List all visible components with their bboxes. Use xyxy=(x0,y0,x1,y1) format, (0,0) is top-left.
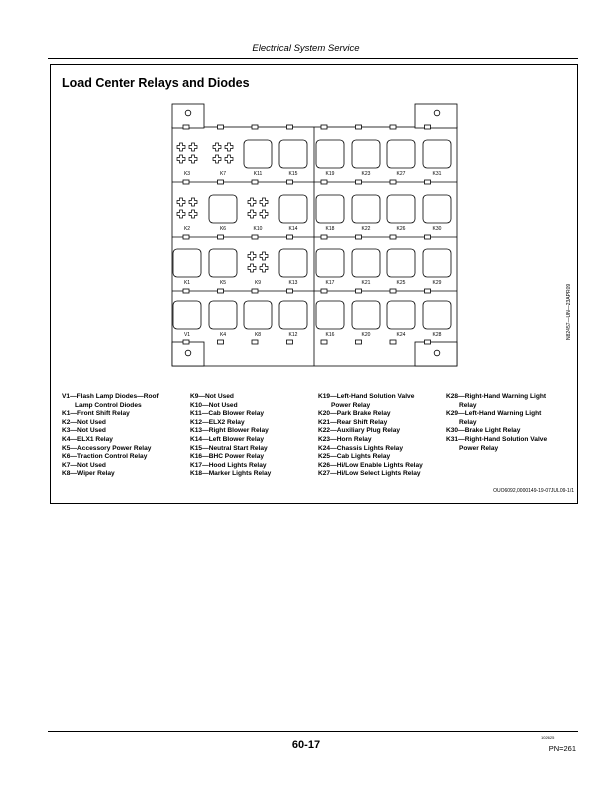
legend-item-continued: Power Relay xyxy=(459,444,499,452)
relay-socket xyxy=(352,195,380,223)
right-bottom-tab xyxy=(415,342,457,366)
latch-mark xyxy=(356,235,362,239)
slot-label: K28 xyxy=(432,332,442,338)
latch-mark xyxy=(218,180,224,184)
slot-label: K8 xyxy=(254,332,262,338)
slot-label: K24 xyxy=(396,332,406,338)
part-number: PN=261 xyxy=(548,744,576,753)
relay-socket xyxy=(279,195,307,223)
legend-item-continued: Power Relay xyxy=(331,401,371,409)
latch-mark xyxy=(390,289,396,293)
relay-slot-k5 xyxy=(209,249,237,286)
legend-item: K8—Wiper Relay xyxy=(62,470,115,478)
slot-label: K26 xyxy=(396,226,406,232)
legend-item: K4—ELX1 Relay xyxy=(62,435,113,443)
relay-slot-k8 xyxy=(244,301,272,338)
legend-item: K20—Park Brake Relay xyxy=(318,410,391,418)
reference-code: OUO6092,0000149-19-07JUL09-1/1 xyxy=(493,488,574,494)
diode-cross xyxy=(177,198,185,206)
relay-slot-k2 xyxy=(177,198,197,232)
relay-slot-k21 xyxy=(352,249,380,286)
relay-slot-k22 xyxy=(352,195,380,232)
relay-socket xyxy=(173,249,201,277)
relay-slot-k9 xyxy=(248,252,268,286)
latch-mark xyxy=(218,340,224,344)
latch-mark xyxy=(183,125,189,129)
latch-mark xyxy=(287,340,293,344)
diode-cross xyxy=(177,143,185,151)
legend-item: K16—BHC Power Relay xyxy=(190,453,265,461)
relay-slot-k24 xyxy=(387,301,415,338)
relay-slot-k18 xyxy=(316,195,344,232)
latch-mark xyxy=(390,235,396,239)
relay-socket xyxy=(423,140,451,168)
relay-slot-k27 xyxy=(387,140,415,177)
latch-mark xyxy=(321,289,327,293)
slot-label: V1 xyxy=(183,332,191,338)
legend-item: K1—Front Shift Relay xyxy=(62,410,130,418)
legend-item: K7—Not Used xyxy=(62,461,106,469)
diode-cross xyxy=(189,143,197,151)
diode-cross xyxy=(260,252,268,260)
relay-socket xyxy=(316,301,344,329)
relay-slot-k15 xyxy=(279,140,307,177)
slot-label: K7 xyxy=(219,171,227,177)
diode-cross xyxy=(213,155,221,163)
legend-item-continued: Relay xyxy=(459,418,477,426)
slot-label: K21 xyxy=(361,280,371,286)
latch-mark xyxy=(252,180,258,184)
latch-mark xyxy=(390,125,396,129)
slot-label: K20 xyxy=(361,332,371,338)
relay-slot-k12 xyxy=(279,301,307,338)
slot-label: K18 xyxy=(325,226,335,232)
latch-mark xyxy=(183,235,189,239)
slot-label: K23 xyxy=(361,171,371,177)
diode-icon xyxy=(248,252,268,272)
slot-label: K11 xyxy=(253,171,263,177)
slot-label: K1 xyxy=(183,280,191,286)
footer-rule xyxy=(48,731,578,732)
latch-mark xyxy=(356,180,362,184)
legend-item: K28—Right-Hand Warning Light xyxy=(446,393,547,400)
legend-item: K14—Left Blower Relay xyxy=(190,435,265,443)
legend-item: K31—Right-Hand Solution Valve xyxy=(446,435,548,443)
slot-label: K25 xyxy=(396,280,406,286)
legend-item: K6—Traction Control Relay xyxy=(62,453,148,461)
legend-item: K12—ELX2 Relay xyxy=(190,418,245,426)
relay-socket xyxy=(387,195,415,223)
relay-socket xyxy=(352,249,380,277)
slot-label: K17 xyxy=(325,280,335,286)
running-header: Electrical System Service xyxy=(252,43,360,54)
relay-slot-k31 xyxy=(423,140,451,177)
relay-socket xyxy=(244,140,272,168)
legend-item-continued: Lamp Control Diodes xyxy=(75,401,142,409)
legend-item: K19—Left-Hand Solution Valve xyxy=(318,393,415,400)
slot-label: K4 xyxy=(219,332,227,338)
relay-slot-k11 xyxy=(244,140,272,177)
relay-socket xyxy=(244,301,272,329)
legend-item: K9—Not Used xyxy=(190,393,234,400)
legend-item: K15—Neutral Start Relay xyxy=(190,444,268,452)
diode-cross xyxy=(177,155,185,163)
figure-id: N82457—UN—23APR09 xyxy=(566,283,572,340)
slot-label: K10 xyxy=(253,226,263,232)
latch-mark xyxy=(390,340,396,344)
legend-item: K30—Brake Light Relay xyxy=(446,427,521,435)
latch-mark xyxy=(218,235,224,239)
latch-mark xyxy=(287,180,293,184)
latch-mark xyxy=(425,180,431,184)
relay-slot-v1 xyxy=(173,301,201,338)
relay-slot-k29 xyxy=(423,249,451,286)
relay-socket xyxy=(387,301,415,329)
relay-socket xyxy=(352,140,380,168)
legend-item: K3—Not Used xyxy=(62,427,106,435)
relay-slot-k6 xyxy=(209,195,237,232)
latch-mark xyxy=(356,289,362,293)
latch-mark xyxy=(425,340,431,344)
relay-slot-k7 xyxy=(213,143,233,177)
slot-label: K9 xyxy=(254,280,262,286)
latch-mark xyxy=(287,125,293,129)
legend-item: K27—Hi/Low Select Lights Relay xyxy=(318,470,421,478)
page-number: 60-17 xyxy=(291,739,321,751)
diode-cross xyxy=(248,210,256,218)
relay-socket xyxy=(423,301,451,329)
relay-slot-k23 xyxy=(352,140,380,177)
diode-cross xyxy=(260,264,268,272)
latch-mark xyxy=(321,235,327,239)
slot-label: K15 xyxy=(288,171,298,177)
latch-mark xyxy=(356,340,362,344)
legend-item: K11—Cab Blower Relay xyxy=(190,410,265,418)
diode-cross xyxy=(189,155,197,163)
latch-mark xyxy=(218,289,224,293)
legend-column-4 xyxy=(446,393,547,453)
latch-mark xyxy=(252,289,258,293)
slot-label: K29 xyxy=(432,280,442,286)
latch-mark xyxy=(425,235,431,239)
relay-socket xyxy=(279,301,307,329)
relay-slot-k17 xyxy=(316,249,344,286)
relay-socket xyxy=(173,301,201,329)
diode-cross xyxy=(177,210,185,218)
latch-mark xyxy=(252,125,258,129)
diode-icon xyxy=(213,143,233,163)
diode-icon xyxy=(177,143,197,163)
relay-slots xyxy=(173,140,451,338)
latch-mark xyxy=(183,340,189,344)
latch-mark xyxy=(356,125,362,129)
slot-label: K12 xyxy=(288,332,298,338)
legend-item: K18—Marker Lights Relay xyxy=(190,470,272,478)
latch-mark xyxy=(321,180,327,184)
legend-item: K23—Horn Relay xyxy=(318,435,372,443)
latch-mark xyxy=(321,340,327,344)
latch-mark xyxy=(287,289,293,293)
latch-mark xyxy=(390,180,396,184)
slot-label: K5 xyxy=(219,280,227,286)
diode-cross xyxy=(189,210,197,218)
relay-socket xyxy=(423,195,451,223)
diode-cross xyxy=(260,210,268,218)
relay-socket xyxy=(209,249,237,277)
relay-socket xyxy=(387,140,415,168)
legend-item: K10—Not Used xyxy=(190,401,238,409)
diode-cross xyxy=(225,155,233,163)
legend-item: K17—Hood Lights Relay xyxy=(190,461,267,469)
diode-cross xyxy=(225,143,233,151)
legend-item: K25—Cab Lights Relay xyxy=(318,453,391,461)
diode-icon xyxy=(177,198,197,218)
legend-item: K29—Left-Hand Warning Light xyxy=(446,410,542,418)
legend-column-2 xyxy=(190,393,271,479)
slot-label: K3 xyxy=(183,171,191,177)
slot-label: K6 xyxy=(219,226,227,232)
relay-socket xyxy=(209,301,237,329)
legend-item: K5—Accessory Power Relay xyxy=(62,444,152,452)
relay-socket xyxy=(352,301,380,329)
slot-label: K30 xyxy=(432,226,442,232)
diode-cross xyxy=(260,198,268,206)
section-title: Load Center Relays and Diodes xyxy=(62,76,250,90)
latch-mark xyxy=(425,289,431,293)
relay-slot-k1 xyxy=(173,249,201,286)
relay-socket xyxy=(316,195,344,223)
relay-socket xyxy=(209,195,237,223)
latch-mark xyxy=(218,125,224,129)
relay-slot-k13 xyxy=(279,249,307,286)
relay-socket xyxy=(387,249,415,277)
diode-icon xyxy=(248,198,268,218)
relay-socket xyxy=(279,249,307,277)
latch-mark xyxy=(183,289,189,293)
relay-slot-k26 xyxy=(387,195,415,232)
legend-item: K26—Hi/Low Enable Lights Relay xyxy=(318,461,423,469)
relay-slot-k25 xyxy=(387,249,415,286)
latch-mark xyxy=(183,180,189,184)
slot-label: K27 xyxy=(396,171,406,177)
diode-cross xyxy=(189,198,197,206)
relay-slot-k10 xyxy=(248,198,268,232)
slot-label: K22 xyxy=(361,226,371,232)
relay-socket xyxy=(316,249,344,277)
relay-socket xyxy=(316,140,344,168)
legend-item: V1—Flash Lamp Diodes—Roof xyxy=(62,393,159,400)
relay-slot-k30 xyxy=(423,195,451,232)
slot-label: K13 xyxy=(288,280,298,286)
legend-item: K22—Auxiliary Plug Relay xyxy=(318,427,401,435)
latch-mark xyxy=(252,235,258,239)
legend-item: K13—Right Blower Relay xyxy=(190,427,269,435)
relay-slot-k14 xyxy=(279,195,307,232)
latch-mark xyxy=(321,125,327,129)
diode-cross xyxy=(248,252,256,260)
relay-slot-k3 xyxy=(177,143,197,177)
footer-code: 102625 xyxy=(541,735,555,740)
left-bottom-tab xyxy=(172,342,204,366)
legend-item: K2—Not Used xyxy=(62,418,106,426)
slot-label: K16 xyxy=(325,332,335,338)
slot-label: K31 xyxy=(432,171,442,177)
legend-column-3 xyxy=(318,393,423,479)
relay-slot-k4 xyxy=(209,301,237,338)
legend-column-1 xyxy=(62,393,159,479)
relay-socket xyxy=(423,249,451,277)
slot-label: K14 xyxy=(288,226,298,232)
diode-cross xyxy=(248,264,256,272)
legend-item: K21—Rear Shift Relay xyxy=(318,418,388,426)
slot-label: K19 xyxy=(325,171,335,177)
diode-cross xyxy=(213,143,221,151)
relay-slot-k20 xyxy=(352,301,380,338)
latch-mark xyxy=(252,340,258,344)
relay-slot-k28 xyxy=(423,301,451,338)
diode-cross xyxy=(248,198,256,206)
legend-item: K24—Chassis Lights Relay xyxy=(318,444,404,452)
relay-slot-k19 xyxy=(316,140,344,177)
relay-socket xyxy=(279,140,307,168)
latch-mark xyxy=(425,125,431,129)
legend-item-continued: Relay xyxy=(459,401,477,409)
slot-label: K2 xyxy=(183,226,191,232)
relay-slot-k16 xyxy=(316,301,344,338)
latch-mark xyxy=(287,235,293,239)
